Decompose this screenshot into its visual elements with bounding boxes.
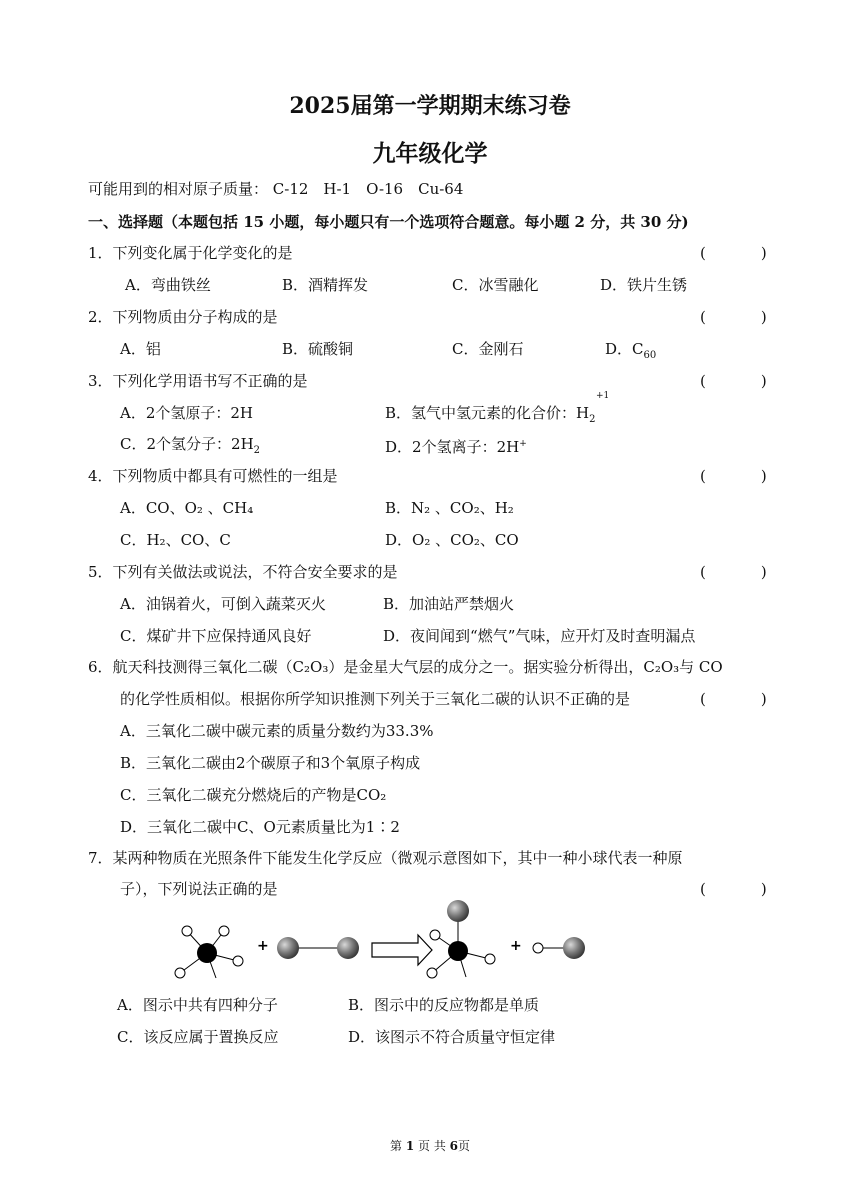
option-d: D．铁片生锈: [600, 276, 688, 294]
option-c: C．煤矿井下应保持通风良好: [120, 627, 312, 645]
option-c: C．三氧化二碳充分燃烧后的产物是CO₂: [120, 786, 387, 804]
question-4-stem: 4．下列物质中都具有可燃性的一组是: [88, 467, 338, 485]
option-a: A．三氧化二碳中碳元素的质量分数约为33.3%: [120, 722, 434, 740]
option-b: B．图示中的反应物都是单质: [348, 996, 540, 1014]
reactant-molecule-2: [277, 937, 359, 959]
option-c: C．H₂、CO、C: [120, 531, 231, 549]
question-7-stem-cont: 子），下列说法正确的是: [120, 880, 278, 898]
option-c: C．2个氢分子：$2H_2$: [120, 435, 261, 456]
question-5-stem: 5．下列有关做法或说法，不符合安全要求的是: [88, 563, 398, 581]
answer-paren: ( ): [700, 563, 787, 581]
question-1-stem: 1．下列变化属于化学变化的是: [88, 244, 293, 262]
option-b: B．氢气中氢元素的化合价：$H_2$: [385, 404, 596, 425]
option-b: B．酒精挥发: [282, 276, 369, 294]
option-c: C．该反应属于置换反应: [117, 1028, 279, 1046]
option-a: A．铝: [120, 340, 161, 358]
product-molecule-2: [533, 937, 585, 959]
option-a: A．图示中共有四种分子: [117, 996, 278, 1014]
page-total: 6: [449, 1139, 459, 1153]
option-b: B．N₂ 、CO₂、H₂: [385, 499, 514, 517]
option-a: A．弯曲铁丝: [125, 276, 211, 294]
page-footer: 第 1 页 共 6页: [389, 1139, 471, 1153]
atomic-masses: 可能用到的相对原子质量： C-12 H-1 O-16 Cu-64: [88, 180, 464, 198]
plus-sign: +: [257, 938, 269, 954]
question-6-stem-cont: 的化学性质相似。根据你所学知识推测下列关于三氧化二碳的认识不正确的是: [120, 690, 631, 708]
question-6-stem: 6．航天科技测得三氧化二碳（C₂O₃）是金星大气层的成分之一。据实验分析得出，C₂O₃与 CO: [88, 658, 723, 676]
answer-paren: ( ): [700, 372, 787, 390]
question-2-stem: 2．下列物质由分子构成的是: [88, 308, 278, 326]
option-a: A．油锅着火，可倒入蔬菜灭火: [120, 595, 326, 613]
plus-sign: +: [510, 938, 522, 954]
option-b: B．三氧化二碳由2个碳原子和3个氧原子构成: [120, 754, 421, 772]
product-molecule-1: [427, 900, 495, 978]
reaction-arrow-icon: [372, 935, 432, 965]
answer-paren: ( ): [700, 244, 787, 262]
option-d: D．2个氢离子：2H+: [385, 438, 527, 456]
option-b: B．硫酸铜: [282, 340, 354, 358]
page-number: 1: [405, 1139, 415, 1153]
section-heading: 一、选择题（本题包括 15 小题，每小题只有一个选项符合题意。每小题 2 分，共 30 分): [88, 213, 689, 231]
option-a: A．CO、O₂ 、CH₄: [120, 499, 254, 517]
option-d: D．$C_{60}$: [605, 340, 657, 361]
option-d: D．该图示不符合质量守恒定律: [348, 1028, 556, 1046]
exam-subtitle: 九年级化学: [372, 140, 488, 167]
option-b: B．加油站严禁烟火: [383, 595, 515, 613]
option-c: C．金刚石: [452, 340, 524, 358]
option-d: D．夜间闻到“燃气”气味，应开灯及时查明漏点: [383, 627, 696, 645]
answer-paren: ( ): [700, 308, 787, 326]
option-d: D．三氧化二碳中C、O元素质量比为1∶2: [120, 818, 400, 836]
answer-paren: ( ): [700, 690, 787, 708]
option-d: D．O₂ 、CO₂、CO: [385, 531, 519, 549]
option-c: C．冰雪融化: [452, 276, 539, 294]
option-a: A．2个氢原子：2H: [120, 404, 254, 422]
answer-paren: ( ): [700, 467, 787, 485]
question-7-stem: 7．某两种物质在光照条件下能发生化学反应（微观示意图如下，其中一种小球代表一种原: [88, 849, 683, 867]
exam-title: 2025届第一学期期末练习卷: [289, 93, 571, 119]
reactant-molecule-1: [175, 926, 243, 978]
answer-paren: ( ): [700, 880, 787, 898]
valence-label: +1: [596, 391, 610, 401]
reaction-diagram: [160, 893, 600, 985]
question-3-stem: 3．下列化学用语书写不正确的是: [88, 372, 308, 390]
